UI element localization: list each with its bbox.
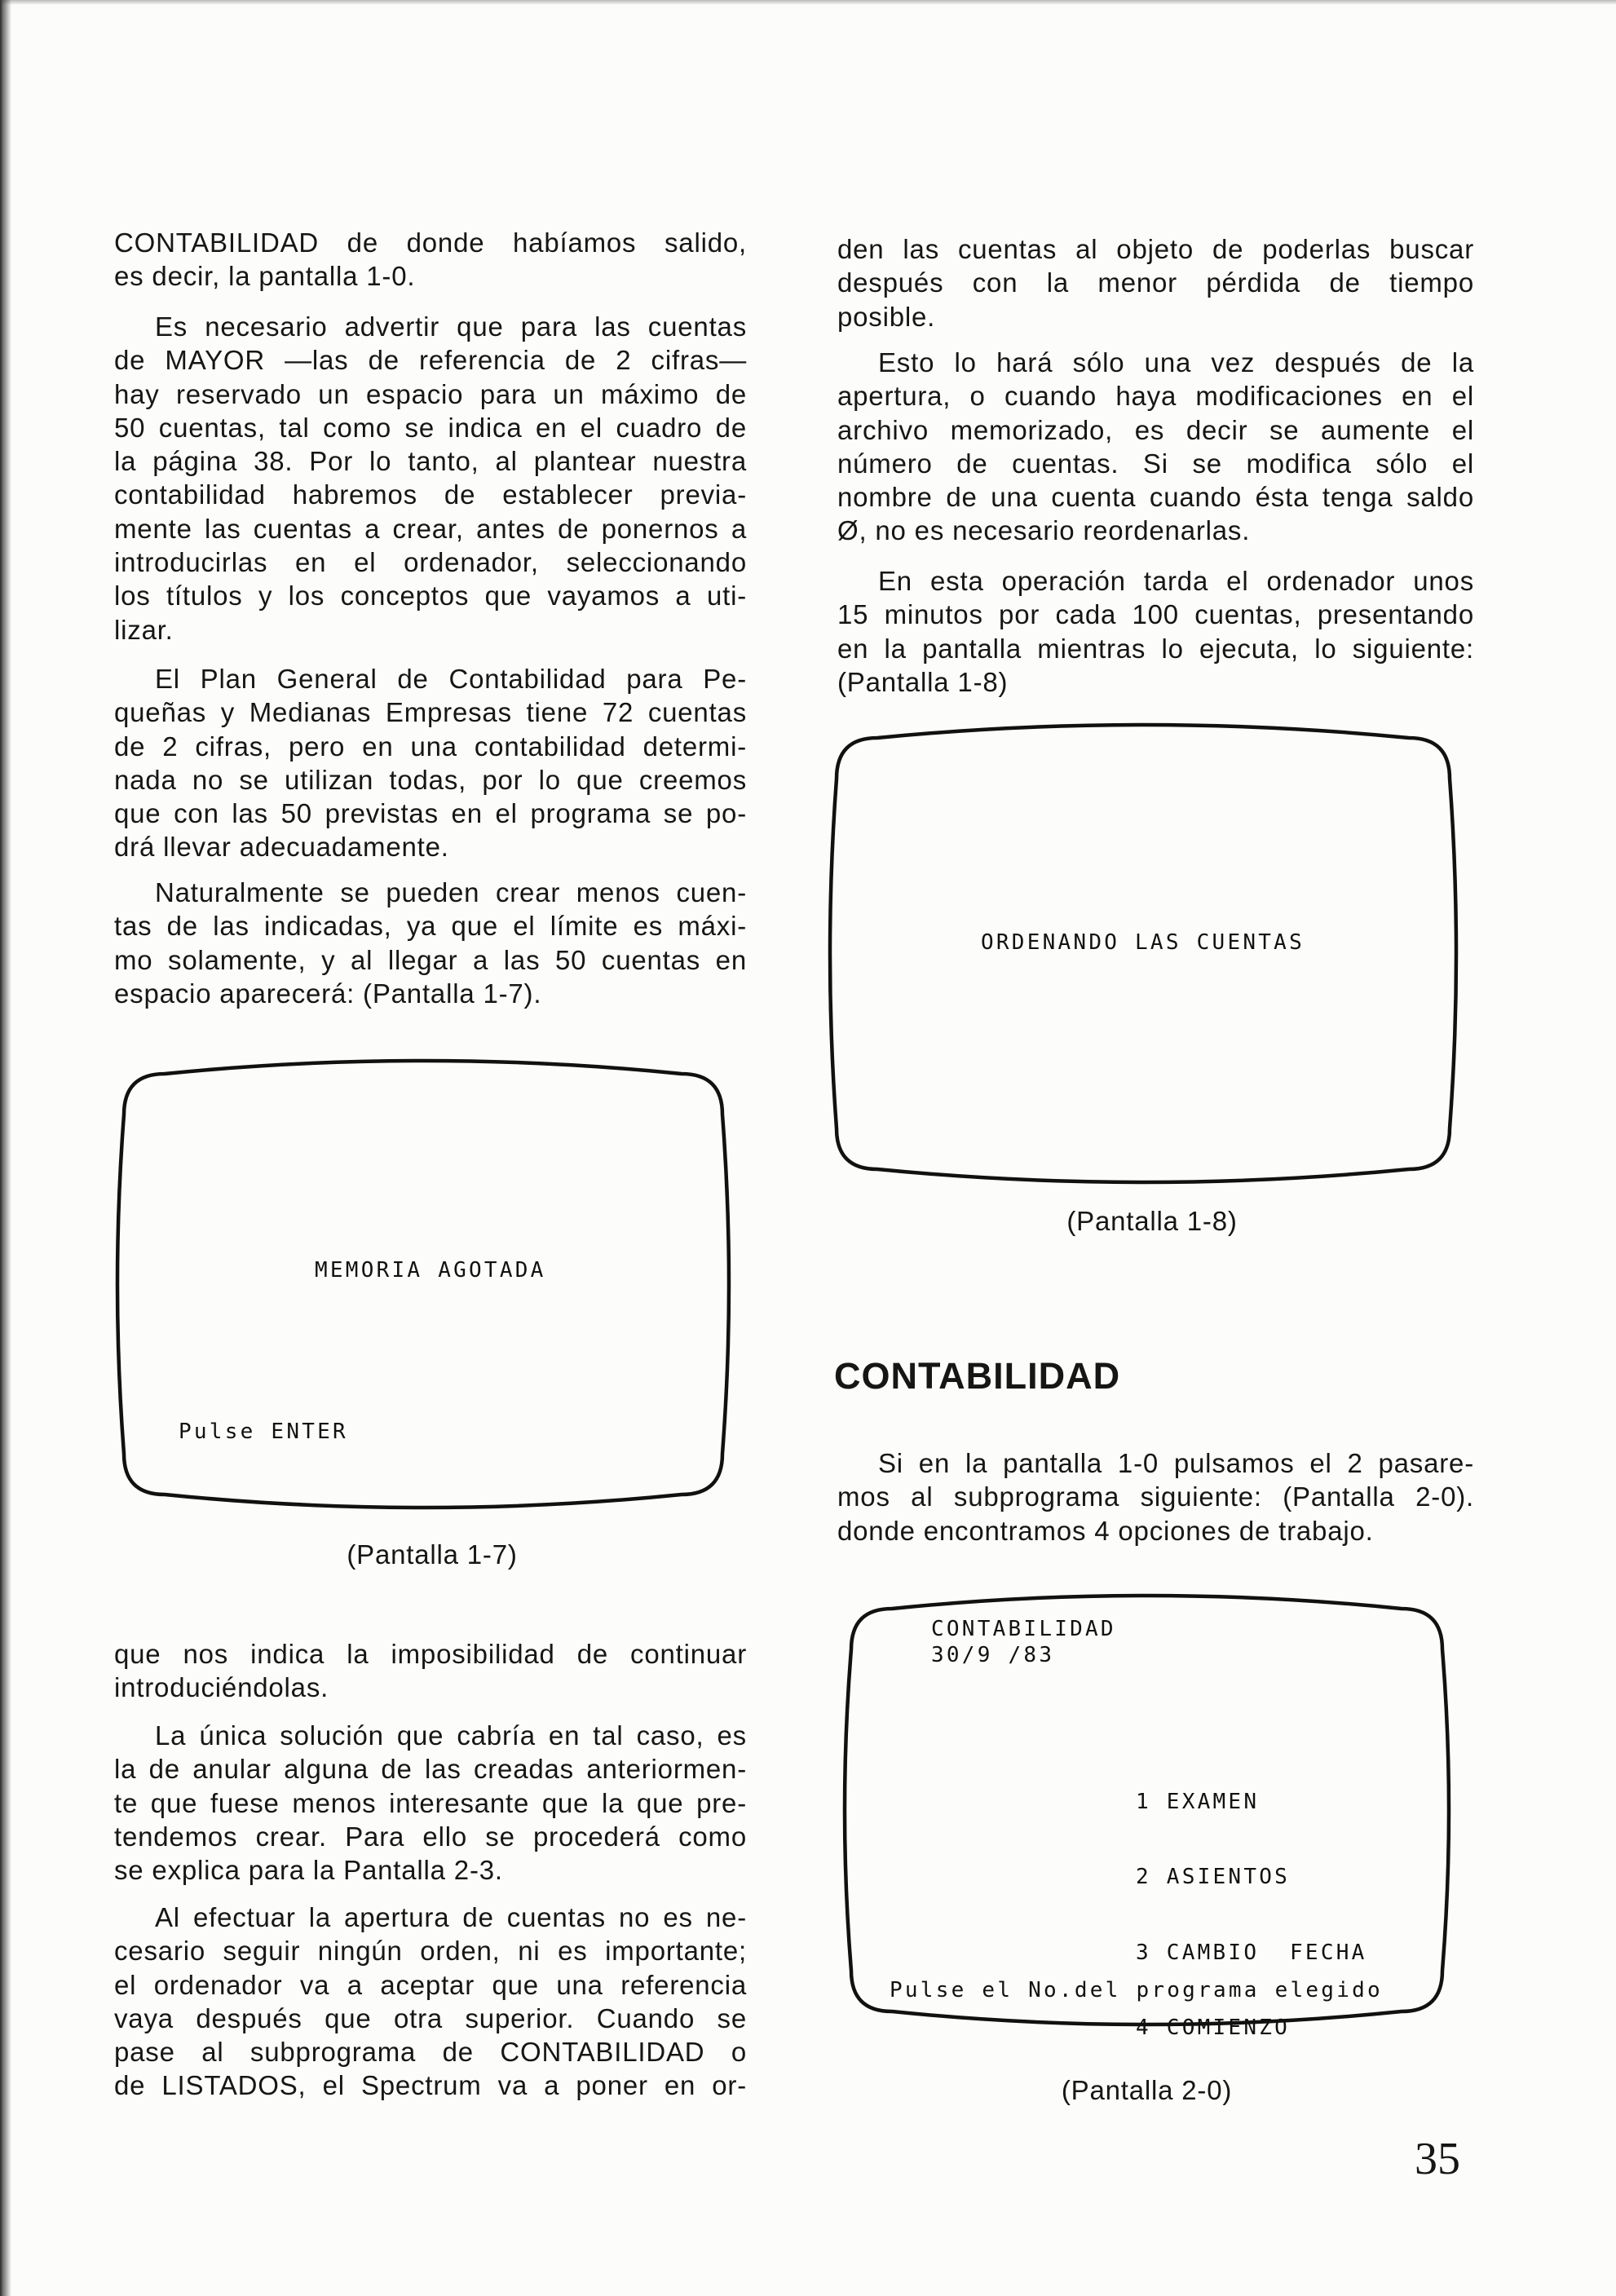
screen-message: ORDENANDO LAS CUENTAS <box>981 930 1305 955</box>
screen-menu <box>1136 1740 1367 2065</box>
text-line: vaya después que otra superior. Cuando se <box>114 2002 747 2033</box>
screen-caption: (Pantalla 2-0) <box>1061 2075 1233 2105</box>
text-line: 15 minutos por cada 100 cuentas, presentando <box>837 599 1474 630</box>
text-line: Si en la pantalla 1-0 pulsamos el 2 pasare- <box>878 1448 1474 1478</box>
text-line: introduciéndolas. <box>114 1672 329 1703</box>
text-line: hay reservado un espacio para un máximo de <box>114 378 747 409</box>
text-line: introducirlas en el ordenador, seleccionando <box>114 547 747 578</box>
text-line: queñas y Medianas Empresas tiene 72 cuentas <box>114 697 747 728</box>
text-line: pase al subprograma de CONTABILIDAD o <box>114 2037 747 2068</box>
text-line: En esta operación tarda el ordenador unos <box>878 566 1474 596</box>
screen-caption: (Pantalla 1-8) <box>1066 1206 1238 1236</box>
text-line: CONTABILIDAD de donde habíamos salido, <box>114 227 747 258</box>
text-line: Esto lo hará sólo una vez después de la <box>878 347 1474 378</box>
text-line: que con las 50 previstas en el programa se po- <box>114 798 747 829</box>
text-line: en la pantalla mientras lo ejecuta, lo siguiente: <box>837 633 1474 664</box>
text-line: posible. <box>837 301 936 332</box>
text-line: cesario seguir ningún orden, ni es importante; <box>114 1936 747 1967</box>
text-line: mo solamente, y al llegar a las 50 cuentas en <box>114 944 747 975</box>
screen-menu-item: 2 ASIENTOS <box>1136 1865 1291 1890</box>
text-line: Es necesario advertir que para las cuentas <box>155 311 747 342</box>
text-line: mos al subprograma siguiente: (Pantalla 2-0). <box>837 1481 1474 1512</box>
text-line: el ordenador va a aceptar que una referencia <box>114 1969 747 2000</box>
text-line: (Pantalla 1-8) <box>837 666 1009 697</box>
text-line: Ø, no es necesario reordenarlas. <box>837 515 1251 546</box>
screen-prompt: Pulse el No.del programa elegido <box>890 1978 1383 2002</box>
section-heading: CONTABILIDAD <box>834 1355 1121 1397</box>
text-line: El Plan General de Contabilidad para Pe- <box>155 664 747 694</box>
text-line: te que fuese menos interesante que la que pre- <box>114 1787 747 1818</box>
text-line: tas de las indicadas, ya que el límite es máxi- <box>114 911 747 942</box>
screen-date: 30/9 /83 <box>931 1643 1055 1667</box>
text-line: los títulos y los conceptos que vayamos a uti- <box>114 581 747 612</box>
page-number: 35 <box>1415 2134 1460 2184</box>
screen-title: CONTABILIDAD <box>931 1617 1116 1641</box>
screen-menu-item: 4 COMIENZO <box>1136 2015 1291 2040</box>
text-line: archivo memorizado, es decir se aumente el <box>837 414 1474 445</box>
text-line: después con la menor pérdida de tiempo <box>837 267 1474 298</box>
text-line: Naturalmente se pueden crear menos cuen- <box>155 877 747 907</box>
text-line: que nos indica la imposibilidad de continuar <box>114 1639 747 1669</box>
text-line: apertura, o cuando haya modificaciones en el <box>837 381 1474 412</box>
text-line: de 2 cifras, pero en una contabilidad determi- <box>114 731 747 762</box>
text-line: de LISTADOS, el Spectrum va a poner en or- <box>114 2070 747 2101</box>
text-line: contabilidad habremos de establecer previa- <box>114 479 747 510</box>
text-line: número de cuentas. Si se modifica sólo el <box>837 448 1474 479</box>
text-line: den las cuentas al objeto de poderlas buscar <box>837 234 1474 264</box>
text-line: de MAYOR —las de referencia de 2 cifras— <box>114 345 747 376</box>
screen-message: MEMORIA AGOTADA <box>315 1258 546 1283</box>
text-line: nombre de una cuenta cuando ésta tenga saldo <box>837 482 1474 513</box>
text-line: drá llevar adecuadamente. <box>114 832 449 863</box>
text-line: 50 cuentas, tal como se indica en el cuadro de <box>114 412 747 443</box>
text-line: nada no se utilizan todas, por lo que creemos <box>114 764 747 795</box>
screen-menu-item: 1 EXAMEN <box>1136 1790 1260 1814</box>
text-line: se explica para la Pantalla 2-3. <box>114 1855 503 1886</box>
screen-prompt: Pulse ENTER <box>179 1420 348 1444</box>
text-line: la página 38. Por lo tanto, al plantear nuestra <box>114 446 747 477</box>
text-line: es decir, la pantalla 1-0. <box>114 261 416 292</box>
text-line: la de anular alguna de las creadas anteriormen- <box>114 1754 747 1785</box>
text-line: mente las cuentas a crear, antes de ponernos a <box>114 513 747 544</box>
text-line: Al efectuar la apertura de cuentas no es ne- <box>155 1902 747 1932</box>
screen-menu-item: 3 CAMBIO FECHA <box>1136 1940 1367 1965</box>
text-line: espacio aparecerá: (Pantalla 1-7). <box>114 978 542 1009</box>
text-line: tendemos crear. Para ello se procederá como <box>114 1821 747 1852</box>
text-line: donde encontramos 4 opciones de trabajo. <box>837 1515 1374 1546</box>
screen-caption: (Pantalla 1-7) <box>347 1539 518 1570</box>
text-line: lizar. <box>114 614 174 645</box>
text-line: La única solución que cabría en tal caso, es <box>155 1720 747 1751</box>
